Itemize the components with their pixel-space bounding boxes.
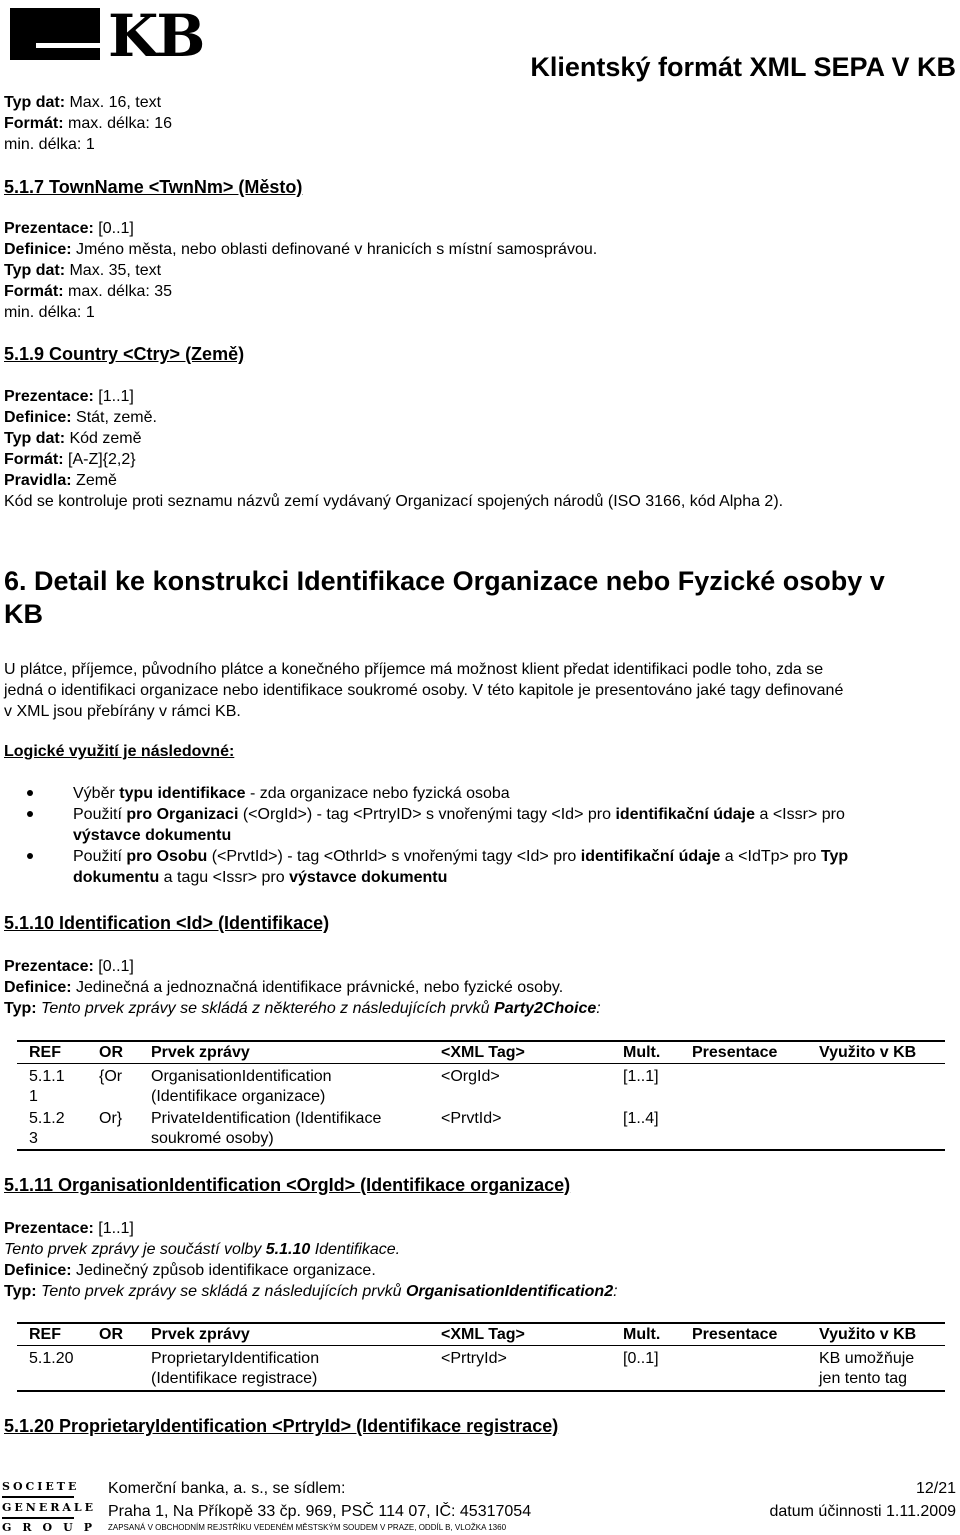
chapter-6-paragraph-line2: jedná o identifikaci organizace nebo identifikace soukromé osoby. V této kapitole je presentováno jaké tagy definované [4,682,844,699]
chapter-6-paragraph-line3: v XML jsou přebírány v rámci KB. [4,703,241,720]
bullet-2-text: Použití pro Organizaci (<OrgId>) - tag <PrtryID> s vnořenými tagy <Id> pro identifikační údaje a <Issr> pro [73,806,845,823]
t1-row1-tag: <OrgId> [441,1068,500,1085]
logic-usage-heading: Logické využití je následovné: [4,743,235,760]
t2-row1-used-kb: KB umožňuje [819,1350,915,1367]
footer-register: ZAPSANÁ V OBCHODNÍM REJSTŘÍKU VEDENÉM MĚSTSKÝM SOUDEM V PRAZE, ODDÍL B, VLOŽKA 1360 [108,1523,507,1532]
logo-bar [36,43,100,48]
s5111-definition: Definice: Jedinečný způsob identifikace organizace. [4,1262,376,1279]
t2-header-ref: REF [29,1326,61,1343]
t2-header-xmltag: <XML Tag> [441,1326,525,1343]
s519-rule-text: Kód se kontroluje proti seznamu názvů zemí vydávaný Organizací spojených národů (ISO 3166, kód Alpha 2). [4,493,784,510]
t1-row1-element-cont: (Identifikace organizace) [151,1088,326,1105]
t2-header-used-kb: Využito v KB [819,1326,917,1343]
t2-row1-tag: <PrtryId> [441,1350,507,1367]
s519-definition: Definice: Stát, země. [4,409,157,426]
t2-header-mult: Mult. [623,1326,661,1343]
s519-presentation: Prezentace: [1..1] [4,388,134,405]
t1-row1-ref-cont: 1 [29,1088,38,1105]
sg-logo-rule-2 [2,1517,74,1519]
footer-address: Praha 1, Na Příkopě 33 čp. 969, PSČ 114 07, IČ: 45317054 [108,1503,532,1520]
kb-logo-mark [10,8,100,60]
section-5-1-9-heading: 5.1.9 Country <Ctry> (Země) [4,344,245,364]
table1-bottom-rule [17,1149,945,1151]
t1-row2-element: PrivateIdentification (Identifikace [151,1110,382,1127]
t1-header-or: OR [99,1044,123,1061]
t2-row1-mult: [0..1] [623,1350,659,1367]
t2-row1-used-kb-cont: jen tento tag [819,1370,908,1387]
footer-company: Komerční banka, a. s., se sídlem: [108,1480,346,1497]
top-format-line: Formát: max. délka: 16 [4,115,173,132]
bullet-3-text: Použití pro Osobu (<PrvtId>) - tag <OthrId> s vnořenými tagy <Id> pro identifikační údaje a <IdTp> pro Typ [73,848,849,865]
sg-logo-line3: GROUP [2,1521,103,1534]
bullet-2-text-line2: výstavce dokumentu [73,827,232,844]
t1-row2-ref: 5.1.2 [29,1110,65,1127]
s5111-presentation: Prezentace: [1..1] [4,1220,134,1237]
t1-row2-element-cont: soukromé osoby) [151,1130,274,1147]
t1-header-used-kb: Využito v KB [819,1044,917,1061]
t1-header-element: Prvek zprávy [151,1044,250,1061]
table2-header-rule [17,1345,945,1346]
bullet-1-text: Výběr typu identifikace - zda organizace nebo fyzická osoba [73,785,510,802]
s517-definition: Definice: Jméno města, nebo oblasti definované v hranicích s místní samosprávou. [4,241,598,258]
t1-header-presentace: Presentace [692,1044,778,1061]
s5111-type: Typ: Tento prvek zprávy se skládá z následujících prvků OrganisationIdentification2: [4,1283,618,1300]
chapter-6-heading-line2: KB [4,599,43,629]
t1-row2-or: Or} [99,1110,123,1127]
t2-row1-element-cont: (Identifikace registrace) [151,1370,318,1387]
t1-row2-tag: <PrvtId> [441,1110,502,1127]
kb-logo-text: KB [108,2,204,70]
chapter-6-paragraph-line1: U plátce, příjemce, původního plátce a konečného příjemce má možnost klient předat identifikaci podle toho, zda se [4,661,824,678]
s517-min-length: min. délka: 1 [4,304,95,321]
t1-header-xmltag: <XML Tag> [441,1044,525,1061]
section-5-1-7-heading: 5.1.7 TownName <TwnNm> (Město) [4,177,303,197]
section-5-1-10-heading: 5.1.10 Identification <Id> (Identifikace) [4,913,330,933]
t1-header-mult: Mult. [623,1044,661,1061]
t1-row2-mult: [1..4] [623,1110,659,1127]
section-5-1-11-heading: 5.1.11 OrganisationIdentification <OrgId> (Identifikace organizace) [4,1175,571,1195]
t1-row1-or: {Or [99,1068,123,1085]
table2-bottom-rule [17,1390,945,1392]
s517-presentation: Prezentace: [0..1] [4,220,134,237]
table1-header-rule [17,1063,945,1064]
bullet-dot-3 [27,853,33,859]
t2-row1-element: ProprietaryIdentification [151,1350,320,1367]
t1-row1-element: OrganisationIdentification [151,1068,332,1085]
t1-row1-mult: [1..1] [623,1068,659,1085]
bullet-3-text-line2: dokumentu a tagu <Issr> pro výstavce dokumentu [73,869,448,886]
s517-format: Formát: max. délka: 35 [4,283,173,300]
t2-header-element: Prvek zprávy [151,1326,250,1343]
s5110-type: Typ: Tento prvek zprávy se skládá z některého z následujících prvků Party2Choice: [4,1000,601,1017]
s517-type: Typ dat: Max. 35, text [4,262,162,279]
s519-format: Formát: [A-Z]{2,2} [4,451,136,468]
s519-rules: Pravidla: Země [4,472,117,489]
s5110-definition: Definice: Jedinečná a jednoznačná identifikace právnické, nebo fyzické osoby. [4,979,564,996]
t1-row2-ref-cont: 3 [29,1130,38,1147]
t1-row1-ref: 5.1.1 [29,1068,65,1085]
s5111-part-of: Tento prvek zprávy je součástí volby 5.1.10 Identifikace. [4,1241,401,1258]
footer-validity: datum účinnosti 1.11.2009 [769,1503,956,1520]
bullet-dot-2 [27,811,33,817]
section-5-1-20-heading: 5.1.20 ProprietaryIdentification <PrtryId> (Identifikace registrace) [4,1416,559,1436]
s519-type: Typ dat: Kód země [4,430,142,447]
top-type-line: Typ dat: Max. 16, text [4,94,162,111]
chapter-6-heading-line1: 6. Detail ke konstrukci Identifikace Organizace nebo Fyzické osoby v [4,566,885,596]
top-min-line: min. délka: 1 [4,136,95,153]
sg-logo-line1: SOCIETE [2,1480,80,1493]
sg-logo-line2: GENERALE [2,1501,97,1514]
sg-logo-rule-1 [2,1496,74,1498]
t2-header-presentace: Presentace [692,1326,778,1343]
bullet-dot-1 [27,790,33,796]
s5110-presentation: Prezentace: [0..1] [4,958,134,975]
t2-row1-ref: 5.1.20 [29,1350,74,1367]
t2-header-or: OR [99,1326,123,1343]
document-title: Klientský formát XML SEPA V KB [530,52,956,82]
footer-page-number: 12/21 [915,1480,956,1497]
t1-header-ref: REF [29,1044,61,1061]
